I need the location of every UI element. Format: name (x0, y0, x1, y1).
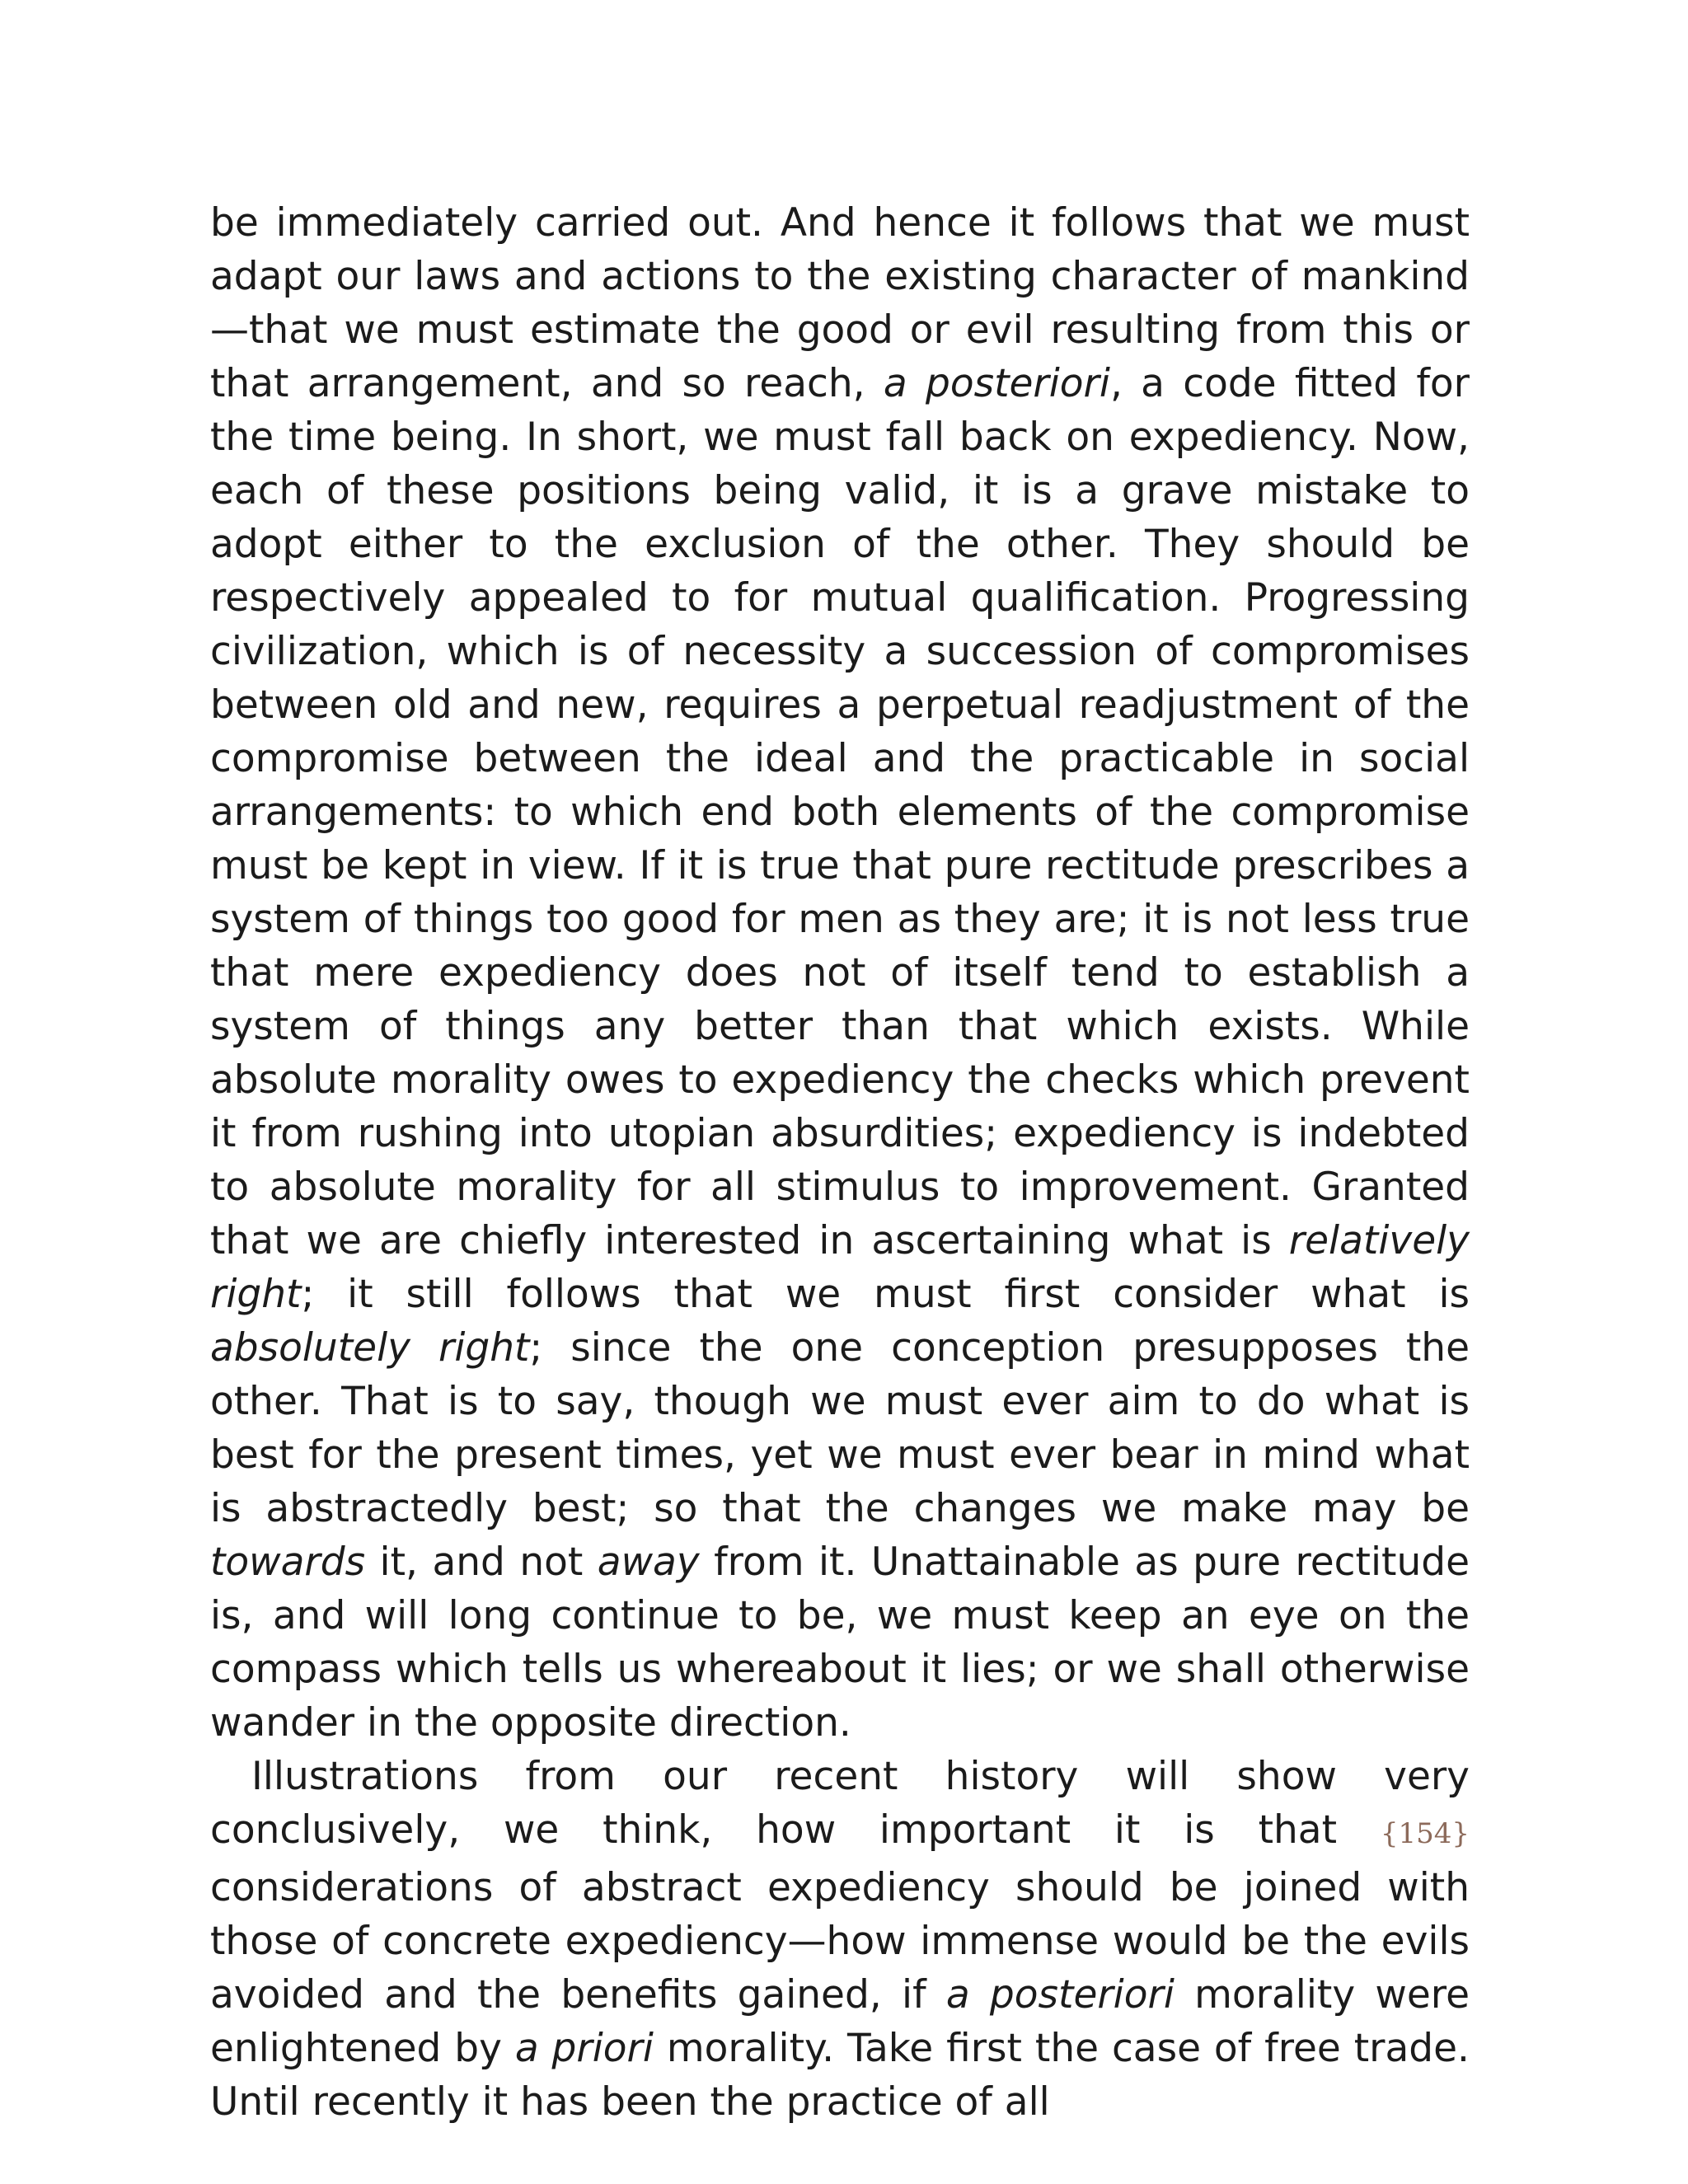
text-segment: it, and not (365, 1540, 598, 1585)
text-segment: , a code fitted for the time being. In short, we must fall back on expediency. Now, each of these positions being valid, it is a grave mistake to adopt either to the exclusion of the other. They should be respectively appealed to for mutual qualification. Progressing civilization, which is of necessity a succession of compromises between old and new, requires a perpetual readjustment of the compromise between the ideal and the practicable in social arrangements: to which end both elements of the compromise must be kept in view. If it is true that pure rectitude prescribes a system of things too good for men as they are; it is not less true that mere expediency does not of itself tend to establish a system of things any better than that which exists. While absolute morality owes to expediency the checks which prevent it from rushing into utopian absurdities; expediency is indebted to absolute morality for all stimulus to improvement. Granted that we are chiefly interested in ascertaining what is (210, 361, 1470, 1263)
book-page (210, 196, 1470, 2129)
paragraph-2 (210, 1750, 1470, 2129)
italic-segment: a posteriori (945, 1972, 1175, 2018)
text-segment: ; it still follows that we must first consider what is (301, 1272, 1470, 1317)
italic-segment: a posteriori (883, 361, 1110, 406)
italic-segment: away (597, 1540, 700, 1585)
italic-segment: relatively right (210, 1218, 1470, 1317)
text-segment: considerations of abstract expediency should be joined with those of concrete expediency—how immense would be the evils avoided and the benefits gained, if (210, 1865, 1470, 2018)
text-segment: from it. Unattainable as pure rectitude is, and will long continue to be, we must keep an eye on the compass which tells us whereabout it lies; or we shall otherwise wander in the opposite direction. (210, 1540, 1470, 1746)
text-segment: Illustrations from our recent history will show very conclusively, we think, how important it is that (210, 1754, 1470, 1853)
text-segment: morality were enlightened by (210, 1972, 1470, 2071)
paragraph-1 (210, 196, 1470, 1750)
italic-segment: towards (210, 1540, 366, 1585)
page-number-marker: {154} (1380, 1817, 1470, 1850)
italic-segment: a priori (514, 2026, 654, 2071)
italic-segment: absolutely right (210, 1325, 530, 1371)
text-segment: be immediately carried out. And hence it follows that we must adapt our laws and actions to the existing character of mankind—that we must estimate the good or evil resulting from this or that arrangement, and so reach, (210, 200, 1470, 406)
text-segment: morality. Take first the case of free trade. Until recently it has been the practice of all (210, 2026, 1470, 2125)
text-segment: ; since the one conception presupposes the other. That is to say, though we must ever aim to do what is best for the present times, yet we must ever bear in mind what is abstractedly best; so that the changes we make may be (210, 1325, 1470, 1531)
